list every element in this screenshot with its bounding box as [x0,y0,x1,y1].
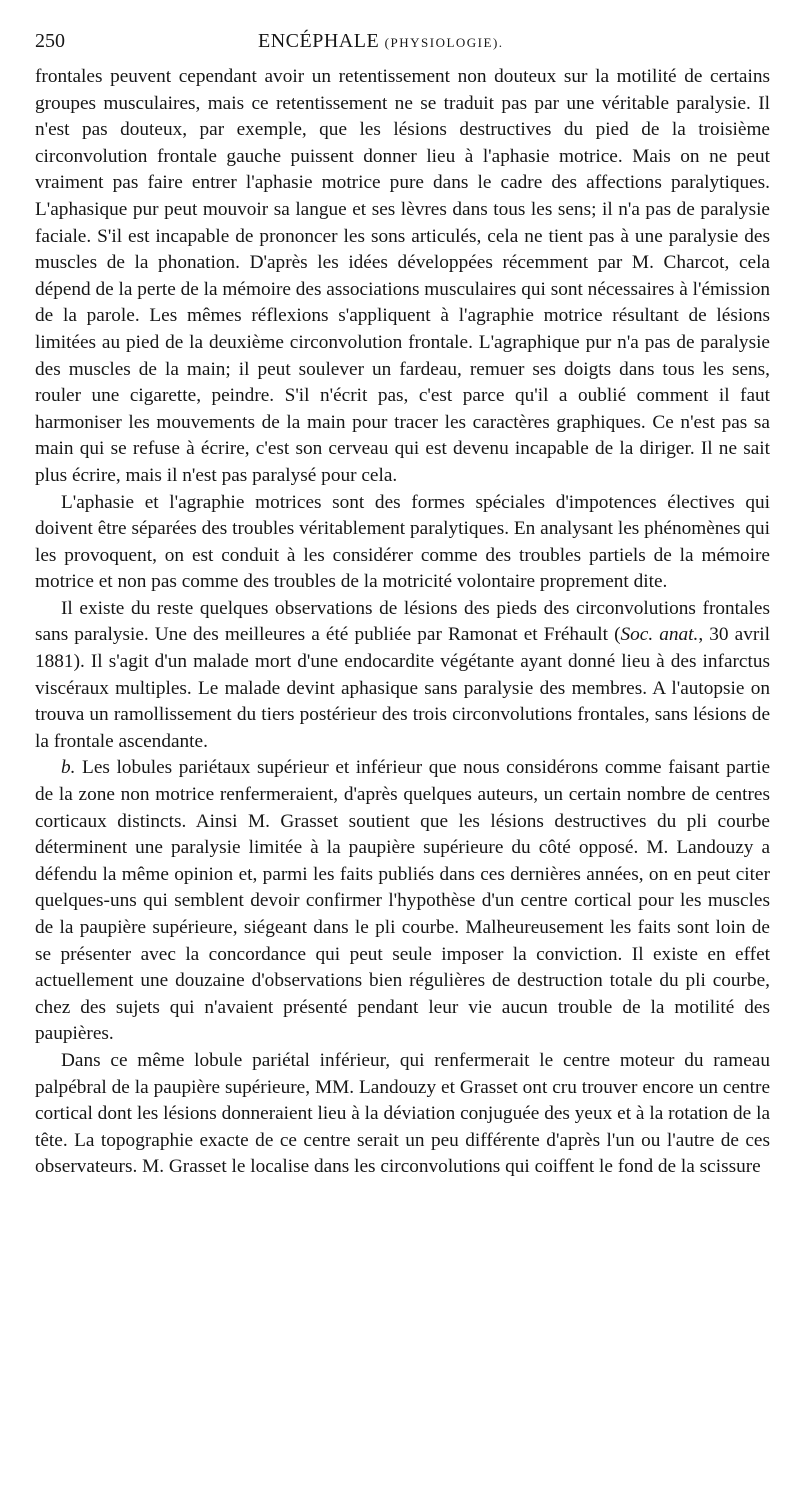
running-title-subtitle: (PHYSIOLOGIE). [384,35,504,50]
paragraph-2: L'aphasie et l'agraphie motrices sont des formes spéciales d'impotences électives qui doivent être séparées des troubles véritablement paralytiques. En analysant les phénomènes qui les provoquent, on est conduit à les considérer comme des troubles partiels de la mémoire motrice et non pas comme des troubles de la motricité volontaire proprement dite. [35,491,770,593]
paragraph-3 [35,596,770,756]
running-title-main: ENCÉPHALE [258,30,380,52]
paragraph-3-text-after-citation: , 30 avril 1881). Il s'agit d'un malade mort d'une endocardite végétante ayant donné lieu à des infarctus viscéraux multiples. Le malade devint aphasique sans paralysie des membres. A l'autopsie on trouva un ramollissement du tiers postérieur des trois circonvolutions frontales, sans lésions de la frontale ascendante. [35,624,770,752]
paragraph-1: frontales peuvent cependant avoir un retentissement non douteux sur la motilité de certains groupes musculaires, mais ce retentissement ne se traduit pas par une véritable paralysie. Il n'est pas douteux, par exemple, que les lésions destructives du pied de la troisième circonvolution frontale gauche puissent donner lieu à l'aphasie motrice. Mais on ne peut vraiment pas faire entrer l'aphasie motrice pure dans le cadre des affections paralytiques. L'aphasique pur peut mouvoir sa langue et ses lèvres dans tous les sens; il n'a pas de paralysie faciale. S'il est incapable de prononcer les sons articulés, cela ne tient pas à une paralysie des muscles de la phonation. D'après les idées développées récemment par M. Charcot, cela dépend de la perte de la mémoire des associations musculaires qui sont nécessaires à l'émission de la parole. Les mêmes réflexions s'appliquent à l'agraphie motrice résultant de lésions limitées au pied de la deuxième circonvolution frontale. L'agraphique pur n'a pas de paralysie des muscles de la main; il peut soulever un fardeau, remuer ses doigts dans tous les sens, rouler une cigarette, peindre. S'il n'écrit pas, c'est parce qu'il a oublié comment il faut harmoniser les mouvements de la main pour tracer les caractères graphiques. Ce n'est pas sa main qui se refuse à écrire, c'est son cerveau qui est devenu incapable de la diriger. Il ne sait plus écrire, mais il n'est pas paralysé pour cela. [35,66,770,486]
running-title [258,28,504,56]
paragraph-5: Dans ce même lobule pariétal inférieur, qui renfermerait le centre moteur du rameau palpébral de la paupière supérieure, MM. Landouzy et Grasset ont cru trouver encore un centre cortical dont les lésions donneraient lieu à la déviation conjuguée des yeux et à la rotation de la tête. La topographie exacte de ce centre serait un peu différente d'après l'un ou l'autre de ces observateurs. M. Grasset le localise dans les circonvolutions qui coiffent le fond de la scissure [35,1049,770,1178]
citation-journal: Soc. anat. [620,624,699,646]
page [35,28,770,1181]
page-number: 250 [35,30,65,52]
paragraph-3-text-before-citation: Il existe du reste quelques observations de lésions des pieds des circonvolutions frontales sans paralysie. Une des meilleures a été publiée par Ramonat et Fréhault ( [35,597,770,646]
paragraph-4 [35,755,770,1048]
section-marker: b. [61,757,76,779]
running-head [35,28,770,54]
paragraph-4-text: Les lobules pariétaux supérieur et inférieur que nous considérons comme faisant partie de la zone non motrice renfermeraient, d'après quelques auteurs, un certain nombre de centres corticaux distincts. Ainsi M. Grasset soutient que les lésions destructives du pli courbe déterminent une paralysie limitée à la paupière supérieure du côté opposé. M. Landouzy a défendu la même opinion et, parmi les faits publiés dans ces dernières années, on en peut citer quelques-uns qui semblent devoir confirmer l'hypothèse d'un centre cortical pour les muscles de la paupière supérieure, siégeant dans le pli courbe. Malheureusement les faits sont loin de se présenter avec la concordance qui peut seule imposer la conviction. Il existe en effet actuellement une douzaine d'observations bien régulières de destruction totale du pli courbe, chez des sujets qui n'avaient présenté pendant leur vie aucun trouble de la motilité des paupières. [35,757,770,1045]
body-text [35,64,770,1181]
